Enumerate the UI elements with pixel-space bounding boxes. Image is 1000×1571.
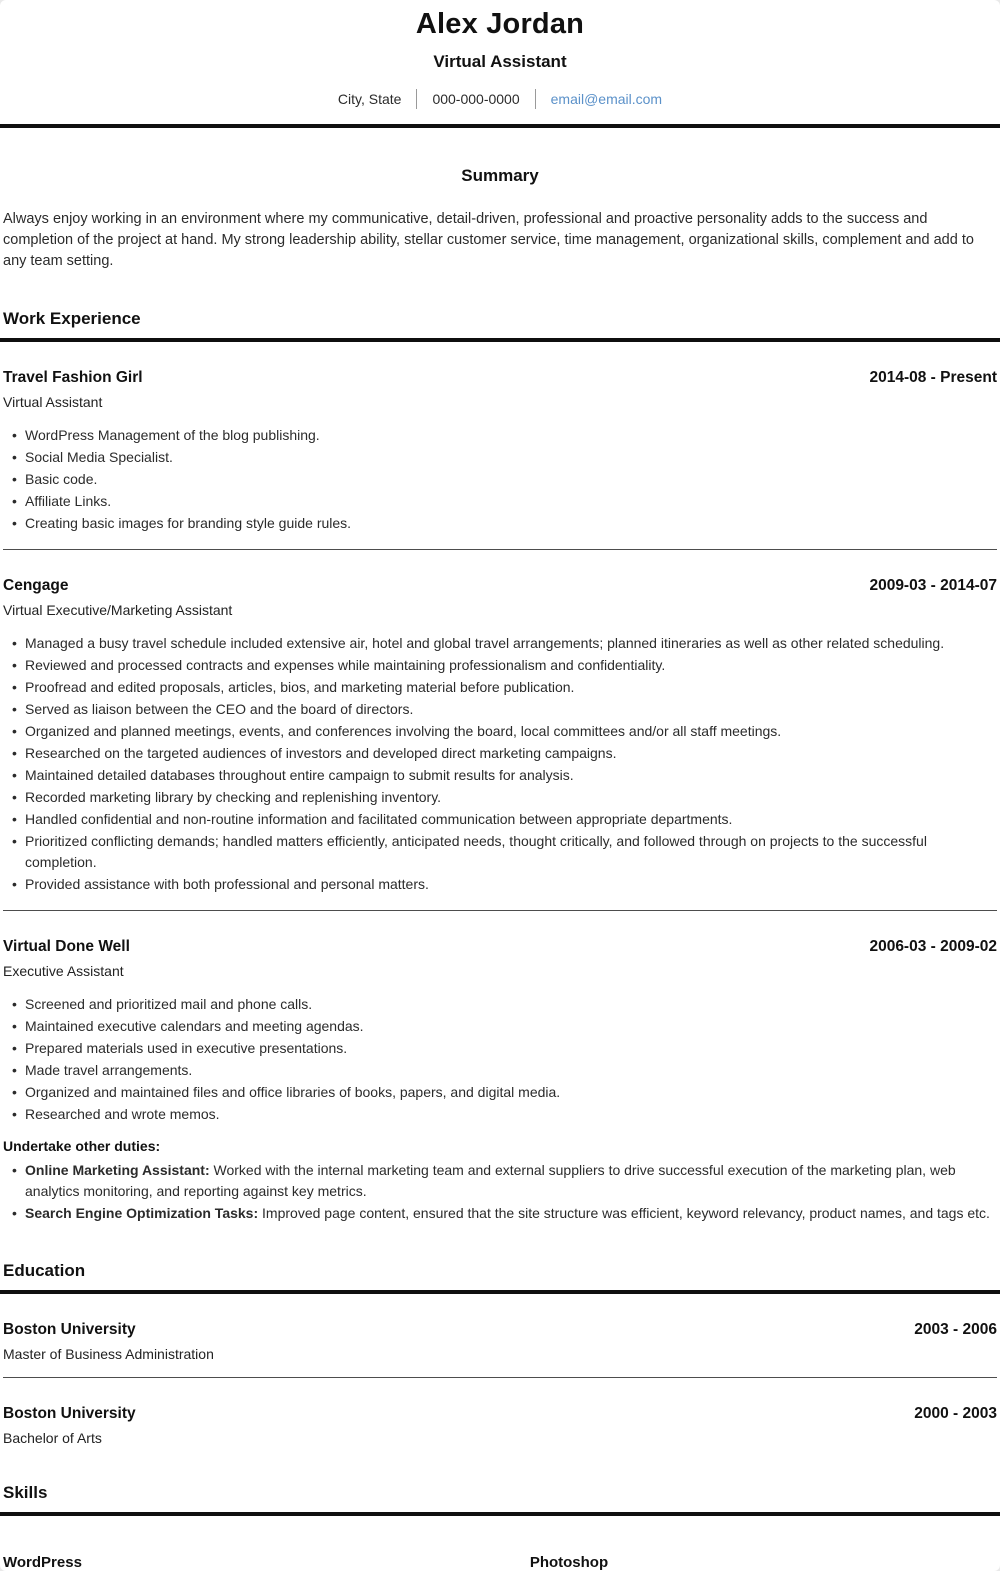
job-extra-bullet: • Search Engine Optimization Tasks: Improved page content, ensured that the site structure was efficient, keyword relevancy, product names, and tags etc. bbox=[3, 1203, 997, 1224]
education-degree: Master of Business Administration bbox=[3, 1346, 214, 1362]
education-header-row bbox=[3, 1405, 997, 1423]
job-bullet: • Researched on the targeted audiences of investors and developed direct marketing campaigns. bbox=[3, 743, 997, 764]
contact-phone: 000-000-0000 bbox=[432, 91, 520, 107]
job-extra-heading: Undertake other duties: bbox=[3, 1138, 161, 1154]
job-bullet: • Screened and prioritized mail and phone calls. bbox=[3, 994, 997, 1015]
job-bullet: • Prepared materials used in executive presentations. bbox=[3, 1038, 997, 1059]
work-experience-heading: Work Experience bbox=[3, 309, 141, 328]
job-divider bbox=[3, 910, 997, 911]
skill-item: WordPress bbox=[3, 1554, 82, 1571]
job-role: Executive Assistant bbox=[3, 963, 124, 979]
job-bullet: • Proofread and edited proposals, articles, bios, and marketing material before publication. bbox=[3, 677, 997, 698]
work-experience-rule bbox=[0, 338, 1000, 342]
education-dates: 2003 - 2006 bbox=[914, 1321, 997, 1338]
header-rule bbox=[0, 124, 1000, 128]
job-bullet: • Affiliate Links. bbox=[3, 491, 997, 512]
job-bullet-list bbox=[3, 633, 997, 895]
skills-section bbox=[0, 1483, 1000, 1571]
skills-heading: Skills bbox=[3, 1483, 48, 1502]
job-bullet: • Maintained detailed databases throughout entire campaign to submit results for analysis. bbox=[3, 765, 997, 786]
education-school: Boston University bbox=[3, 1405, 136, 1422]
job-bullet: • Provided assistance with both professional and personal matters. bbox=[3, 874, 997, 895]
job-bullet: • Reviewed and processed contracts and expenses while maintaining professionalism and confidentiality. bbox=[3, 655, 997, 676]
job-bullet-list bbox=[3, 425, 997, 534]
job-bullet: • Creating basic images for branding style guide rules. bbox=[3, 513, 997, 534]
job-dates: 2009-03 - 2014-07 bbox=[869, 577, 997, 594]
job-entry bbox=[3, 369, 997, 534]
job-bullet: • Organized and planned meetings, events, and conferences involving the board, local committees and/or all staff meetings. bbox=[3, 721, 997, 742]
job-list bbox=[0, 369, 1000, 1224]
job-company: Cengage bbox=[3, 577, 69, 594]
job-bullet: • Maintained executive calendars and meeting agendas. bbox=[3, 1016, 997, 1037]
contact-bar bbox=[0, 89, 1000, 109]
job-dates: 2006-03 - 2009-02 bbox=[869, 938, 997, 955]
job-company: Virtual Done Well bbox=[3, 938, 130, 955]
job-bullet: • WordPress Management of the blog publishing. bbox=[3, 425, 997, 446]
education-heading: Education bbox=[3, 1261, 86, 1280]
work-experience-section bbox=[0, 309, 1000, 1224]
job-bullet: • Recorded marketing library by checking and replenishing inventory. bbox=[3, 787, 997, 808]
education-degree: Bachelor of Arts bbox=[3, 1430, 102, 1446]
job-extra-bullet-label: Search Engine Optimization Tasks: bbox=[25, 1205, 259, 1221]
contact-location: City, State bbox=[337, 91, 402, 107]
contact-divider bbox=[416, 89, 417, 109]
job-entry bbox=[3, 577, 997, 895]
job-extra-bullet-list bbox=[3, 1160, 997, 1224]
job-bullet: • Organized and maintained files and office libraries of books, papers, and digital media. bbox=[3, 1082, 997, 1103]
skill-item: Photoshop bbox=[529, 1554, 609, 1571]
contact-divider bbox=[535, 89, 536, 109]
education-entry bbox=[3, 1321, 997, 1362]
job-bullet: • Prioritized conflicting demands; handled matters efficiently, anticipated needs, thought critically, and followed through on projects to the successful completion. bbox=[3, 831, 997, 873]
education-divider bbox=[3, 1377, 997, 1378]
job-divider bbox=[3, 549, 997, 550]
job-bullet: • Made travel arrangements. bbox=[3, 1060, 997, 1081]
job-bullet: • Handled confidential and non-routine information and facilitated communication between appropriate departments. bbox=[3, 809, 997, 830]
education-list bbox=[0, 1321, 1000, 1446]
job-extra-bullet-label: Online Marketing Assistant: bbox=[25, 1162, 210, 1178]
summary-section bbox=[0, 166, 1000, 272]
summary-heading: Summary bbox=[461, 166, 539, 185]
job-header-row bbox=[3, 577, 997, 595]
job-bullet: • Social Media Specialist. bbox=[3, 447, 997, 468]
job-bullet: • Basic code. bbox=[3, 469, 997, 490]
education-header-row bbox=[3, 1321, 997, 1339]
job-bullet: • Researched and wrote memos. bbox=[3, 1104, 997, 1125]
education-rule bbox=[0, 1290, 1000, 1294]
resume-header bbox=[0, 0, 1000, 109]
job-header-row bbox=[3, 938, 997, 956]
job-extra-bullet: • Online Marketing Assistant: Worked with the internal marketing team and external suppliers to drive successful execution of the marketing plan, web analytics monitoring, and reporting against key metrics. bbox=[3, 1160, 997, 1202]
skills-rule bbox=[0, 1512, 1000, 1516]
candidate-name: Alex Jordan bbox=[415, 8, 585, 40]
job-header-row bbox=[3, 369, 997, 387]
education-dates: 2000 - 2003 bbox=[914, 1405, 997, 1422]
job-company: Travel Fashion Girl bbox=[3, 369, 143, 386]
job-role: Virtual Executive/Marketing Assistant bbox=[3, 602, 233, 618]
contact-email-link[interactable]: email@email.com bbox=[550, 91, 663, 107]
education-section bbox=[0, 1261, 1000, 1446]
job-bullet: • Managed a busy travel schedule included extensive air, hotel and global travel arrangements; planned itineraries as well as other related scheduling. bbox=[3, 633, 997, 654]
education-entry bbox=[3, 1405, 997, 1446]
skills-list bbox=[0, 1554, 1000, 1571]
job-role: Virtual Assistant bbox=[3, 394, 103, 410]
summary-text: Always enjoy working in an environment where my communicative, detail-driven, professional and proactive personality adds to the success and completion of the project at hand. My strong leadership ability, stellar customer service, time management, organizational skills, complement and add to any team setting. bbox=[3, 211, 974, 269]
education-school: Boston University bbox=[3, 1321, 136, 1338]
job-entry bbox=[3, 938, 997, 1224]
job-dates: 2014-08 - Present bbox=[869, 369, 997, 386]
candidate-title: Virtual Assistant bbox=[433, 52, 567, 71]
job-bullet-list bbox=[3, 994, 997, 1125]
job-bullet: • Served as liaison between the CEO and the board of directors. bbox=[3, 699, 997, 720]
